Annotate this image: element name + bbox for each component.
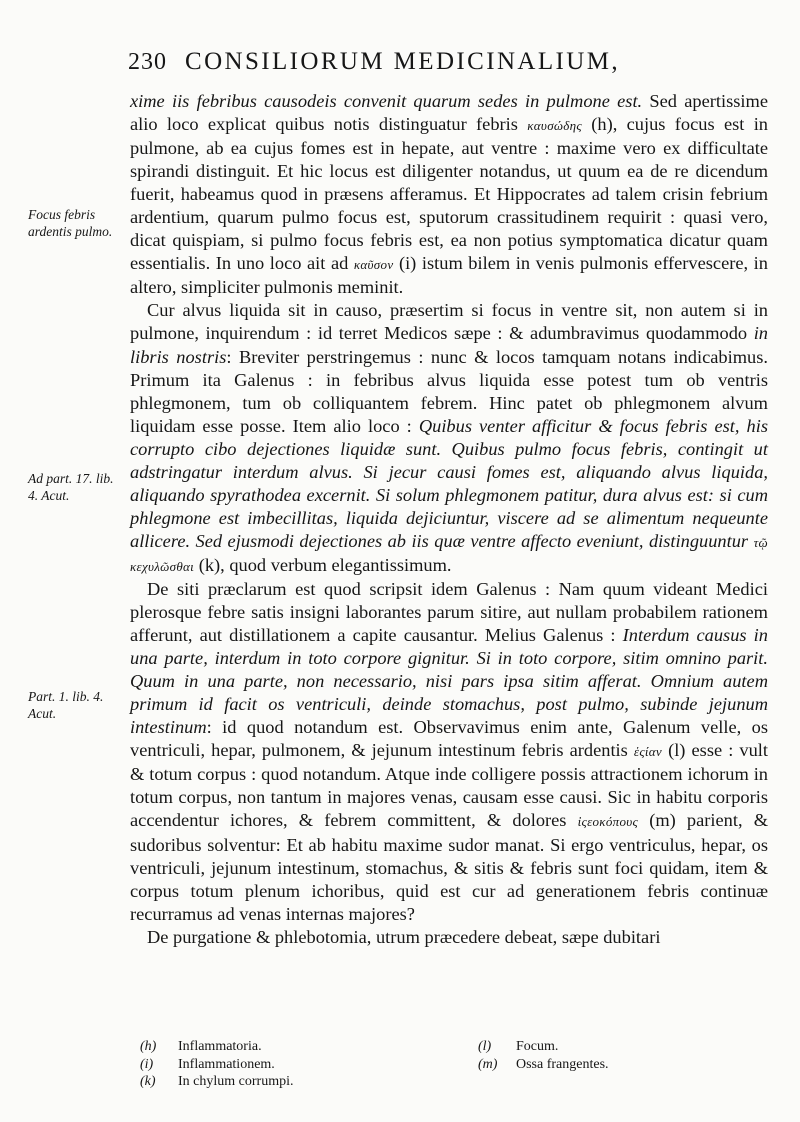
footnote — [478, 1038, 609, 1056]
paragraph-2 — [130, 299, 768, 578]
text-run: De siti præclarum est quod scripsit idem Galenus : Nam quum videant Medici plerosque febre satis insigni laborantes parum sitire, aut nullam probabilem rationem afferunt, aut distillationem a capite causantur. Melius Galenus : — [130, 578, 768, 646]
footnote-mark: (i) — [140, 1056, 154, 1072]
footnote-mark: (k) — [140, 1074, 156, 1089]
paragraph-3 — [130, 578, 768, 926]
paragraph-1 — [130, 90, 768, 299]
body-text — [130, 90, 768, 949]
footnote-text: In chylum corrumpi. — [178, 1074, 294, 1089]
footnote — [478, 1056, 609, 1074]
footnote-text: Inflammatoria. — [178, 1039, 262, 1054]
greek-word: ἰςεοκόπους — [577, 814, 639, 830]
footnote — [140, 1073, 293, 1091]
footnotes-left — [140, 1038, 293, 1091]
footnotes-right — [478, 1038, 609, 1073]
text-run: : Breviter perstringemus : nunc & locos tamquam notans indicabimus. Primum ita Galenus : in febribus alvus liquida esse potest tum ob ventris phlegmonem, tum ob colliquantem febrem. Hinc patet ob phlegmonem alvum liquidam esse posse. Item alio loco : — [130, 346, 768, 436]
footnote-text: Focum. — [516, 1039, 559, 1054]
footnote-mark: (h) — [140, 1039, 157, 1054]
margin-note-focus: Focus febris ardentis pulmo. — [28, 207, 113, 239]
footnote-text: Inflammationem. — [178, 1056, 275, 1072]
footnote — [140, 1056, 293, 1074]
italic-run: in libris nostris — [130, 323, 768, 367]
text-run: (l) esse : vult & totum corpus : quod notandum. Atque inde colligere possis attractionem ichorum in totum corpus, non tantum in majores venas, causam esse causi. Sic in habitu corporis accendentur ichores, & febrem committent, & dolores — [130, 740, 768, 831]
greek-word: τῷ κεχυλῶσθαι — [130, 534, 768, 574]
text-run: Cur alvus liquida sit in causo, præsertim si focus in ventre sit, non autem si in pulmone, inquirendum : id terret Medicos sæpe : & adumbravimus quodammodo — [130, 300, 768, 344]
page-number: 230 — [128, 49, 167, 75]
greek-word: ἑςίαν — [633, 744, 662, 760]
footnote-mark: (m) — [478, 1056, 498, 1072]
margin-note-acut-1: Ad part. 17. lib. 4. Acut. — [28, 471, 114, 503]
text-run: Sed apertissime alio loco explicat quibus notis distinguatur febris — [130, 91, 768, 135]
text-run: (m) parient, & sudoribus solventur: Et ab habitu maxime sudor manat. Si ergo ventriculus, hepar, os ventriculi, jejunum intestinum, stomachus, & sitis & febris sunt foci quidam, item & corpus totum plenum ichoribus, quid est cur ad generationem febris continuæ recurramus ad venas internas majores? — [130, 810, 768, 924]
quote-fragment: xime iis febribus causodeis convenit quarum sedes in pulmone est. — [130, 91, 643, 111]
text-run: (k), quod verbum elegantissimum. — [194, 554, 452, 575]
footnote — [140, 1038, 293, 1056]
text-run: (h), cujus focus est in pulmone, ab ea cujus fomes est in hepate, aut ventre : maxime vero ex difficultate spirandi distinguit. Et hic locus est diligenter notandus, ut quum ea de re dicendum fuerit, habeamus quod in præsens afferamus. Et Hippocrates ad talem crisin febrium ardentium, quarum pulmo focus est, sputorum crassitudinem requirit : quasi vero, dicat quispiam, si pulmo focus febris est, ea non potius symptomatica dicatur quam essentialis. In uno loco ait ad — [130, 114, 768, 274]
greek-word: καῦσον — [353, 257, 394, 273]
margin-note-acut-2: Part. 1. lib. 4. Acut. — [28, 689, 104, 721]
footnote-mark: (l) — [478, 1039, 492, 1054]
running-title: CONSILIORUM MEDICINALIUM, — [185, 48, 620, 75]
text-run: : id quod notandum est. Observavimus enim ante, Galenum velle, os ventriculi, hepar, pulmonem, & jejunum intestinum febris ardentis — [130, 717, 768, 761]
paragraph-4 — [130, 926, 768, 949]
quote-galenus: Interdum causus in una parte, interdum in toto corpore gignitur. Si in toto corpore, sitim omnino parit. Quum in una parte, non necessario, nisi pars ipsa sitim afferat. Omnium autem primum id facit os ventriculi, deinde stomachus, post pulmo, subinde jejunum intestinum — [130, 625, 768, 738]
text-run: De purgatione & phlebotomia, utrum præcedere debeat, sæpe dubitari — [147, 926, 661, 947]
greek-word: καυσώδης — [527, 118, 582, 134]
text-run: (i) istum bilem in venis pulmonis effervescere, in altero, simpliciter pulmonis meminit. — [130, 253, 768, 298]
footnote-text: Ossa frangentes. — [516, 1056, 609, 1072]
page-header — [128, 48, 778, 76]
quote-galenus: Quibus venter afficitur & focus febris est, his corrupto cibo dejectiones liquidæ sunt. Quibus pulmo focus febris, contingit ut adstringatur interdum alvus. Si jecur causi fomes est, aliquando alvus liquida, aliquando spyrathodea excernit. Si solum phlegmonem patitur, dura alvus est: si cum phlegmone est imbecillitas, liquida dejiciuntur, viscere ad se alimentum nequeunte allicere. Sed ejusmodi dejectiones ab iis quæ ventre affecto eveniunt, distinguuntur — [130, 415, 768, 551]
